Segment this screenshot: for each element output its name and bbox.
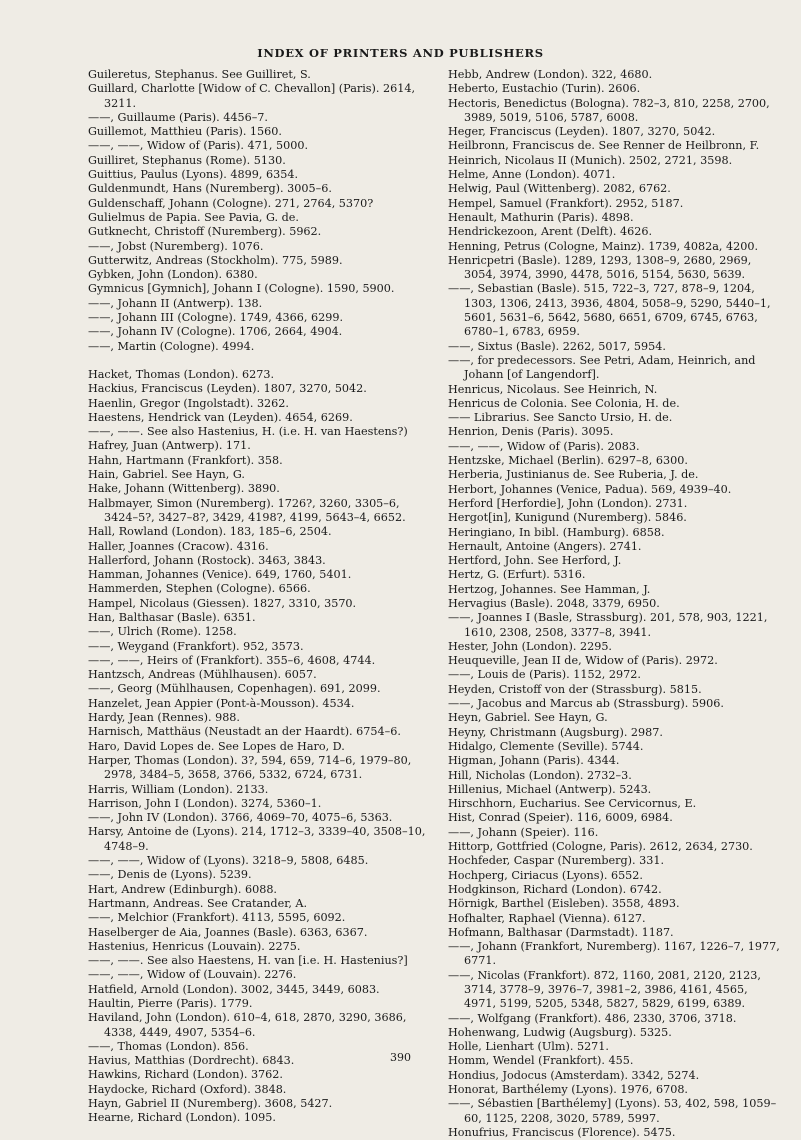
index-entry: ——, ——, Widow of (Lyons). 3218–9, 5808, 6485. xyxy=(88,854,369,868)
left-index-column xyxy=(88,68,434,1126)
index-entry: Harsy, Antoine de (Lyons). 214, 1712–3, 3339–40, 3508–10, 4748–9. xyxy=(88,825,426,853)
index-entry: Hillenius, Michael (Antwerp). 5243. xyxy=(448,782,652,796)
index-entry: Hist, Conrad (Speier). 116, 6009, 6984. xyxy=(448,811,673,825)
index-entry: Haultin, Pierre (Paris). 1779. xyxy=(88,997,253,1010)
index-entry: Guldenschaff, Johann (Cologne). 271, 2764, 5370? xyxy=(88,196,374,210)
index-entry: ——, Johann III (Cologne). 1749, 4366, 6299. xyxy=(88,311,343,325)
index-entry: Heger, Franciscus (Leyden). 1807, 3270, 5042. xyxy=(448,125,716,139)
index-entry: Haviland, John (London). 610–4, 618, 2870, 3290, 3686, 4338, 4449, 4907, 5354–6. xyxy=(88,1011,407,1039)
index-entry: Honufrius, Franciscus (Florence). 5475. xyxy=(448,1125,676,1139)
index-entry: Guldenmundt, Hans (Nuremberg). 3005–6. xyxy=(88,182,332,196)
index-entry: Hertzog, Johannes. See Hamman, J. xyxy=(448,582,651,596)
index-entry: Hidalgo, Clemente (Seville). 5744. xyxy=(448,739,644,753)
index-entry: Hantzsch, Andreas (Mühlhausen). 6057. xyxy=(88,668,317,682)
index-entry: Harris, William (London). 2133. xyxy=(88,782,269,796)
index-entry: Higman, Johann (Paris). 4344. xyxy=(448,754,620,768)
index-entry: Haenlin, Gregor (Ingolstadt). 3262. xyxy=(88,396,289,410)
index-entry: Gulielmus de Papia. See Pavia, G. de. xyxy=(88,210,299,224)
index-entry: ——, John IV (London). 3766, 4069–70, 4075–6, 5363. xyxy=(88,811,393,825)
index-entry: ——, Jobst (Nuremberg). 1076. xyxy=(88,239,264,253)
index-entry: ——, ——, Widow of (Louvain). 2276. xyxy=(88,968,297,982)
index-entry: Hochperg, Ciriacus (Lyons). 6552. xyxy=(448,868,643,882)
index-entry: ——, Johann (Speier). 116. xyxy=(448,825,599,839)
index-entry: ——, ——. See also Haestens, H. van [i.e. H. Hastenius?] xyxy=(88,954,408,968)
index-entry: Hittorp, Gottfried (Cologne, Paris). 2612, 2634, 2730. xyxy=(448,840,753,854)
index-entry: Hall, Rowland (London). 183, 185–6, 2504. xyxy=(88,525,332,539)
index-entry: ——, Guillaume (Paris). 4456–7. xyxy=(88,110,268,124)
index-entry: ——, Wolfgang (Frankfort). 486, 2330, 3706, 3718. xyxy=(448,1011,737,1025)
index-entry: ——, Louis de (Paris). 1152, 2972. xyxy=(448,668,641,682)
index-entry: Hayn, Gabriel II (Nuremberg). 3608, 5427. xyxy=(88,1097,333,1111)
index-entry: Hervagius (Basle). 2048, 3379, 6950. xyxy=(448,596,660,610)
index-entry: ——, Johann IV (Cologne). 1706, 2664, 4904. xyxy=(88,325,343,339)
index-entry: ——, ——, Heirs of (Frankfort). 355–6, 4608, 4744. xyxy=(88,653,376,667)
index-entry: Haselberger de Aia, Joannes (Basle). 6363, 6367. xyxy=(88,925,368,939)
index-entry: Honorat, Barthélemy (Lyons). 1976, 6708. xyxy=(448,1083,688,1097)
index-entry: Hawkins, Richard (London). 3762. xyxy=(88,1068,283,1082)
index-entry: Heyden, Cristoff von der (Strassburg). 5815. xyxy=(448,682,702,696)
index-entry: Gutknecht, Christoff (Nuremberg). 5962. xyxy=(88,225,322,239)
index-entry: Hafrey, Juan (Antwerp). 171. xyxy=(88,439,251,453)
index-entry: Hatfield, Arnold (London). 3002, 3445, 3449, 6083. xyxy=(88,982,380,996)
index-entry: ——, Thomas (London). 856. xyxy=(88,1039,249,1053)
index-entry: Hart, Andrew (Edinburgh). 6088. xyxy=(88,882,277,896)
index-entry: Hartmann, Andreas. See Cratander, A. xyxy=(88,896,308,910)
index-entry: Hake, Johann (Wittenberg). 3890. xyxy=(88,482,280,496)
index-entry: Hastenius, Henricus (Louvain). 2275. xyxy=(88,939,301,953)
index-entry: Hanzelet, Jean Appier (Pont-à-Mousson). 4534. xyxy=(88,696,355,710)
index-entry: Hertford, John. See Herford, J. xyxy=(448,554,622,568)
index-entry: Hill, Nicholas (London). 2732–3. xyxy=(448,768,632,782)
index-entry: Heyn, Gabriel. See Hayn, G. xyxy=(448,711,608,725)
index-entry: ——, Georg (Mühlhausen, Copenhagen). 691, 2099. xyxy=(88,682,381,696)
index-entry: ——, Ulrich (Rome). 1258. xyxy=(88,625,237,639)
index-entry: Hain, Gabriel. See Hayn, G. xyxy=(88,468,245,482)
index-entry: Hernault, Antoine (Angers). 2741. xyxy=(448,539,642,553)
index-entry: Henning, Petrus (Cologne, Mainz). 1739, 4082a, 4200. xyxy=(448,239,759,253)
index-entry: Hofmann, Balthasar (Darmstadt). 1187. xyxy=(448,925,674,939)
index-entry: —— Librarius. See Sancto Ursio, H. de. xyxy=(448,411,673,425)
index-entry: ——, ——, Widow of (Paris). 2083. xyxy=(448,439,640,453)
index-entry: Heberto, Eustachio (Turin). 2606. xyxy=(448,82,641,96)
index-entry: Hirschhorn, Eucharius. See Cervicornus, E. xyxy=(448,797,697,811)
index-entry: ——, Sebastian (Basle). 515, 722–3, 727, 878–9, 1204, 1303, 1306, 2413, 3936, 4804, 5058–9, 5290, 5440–1, 5601, 5631–6, 5642, 5680, 6651, 6709, 6745, 6763, 6780–1, 6783, 6959. xyxy=(448,282,771,339)
index-entry: Han, Balthasar (Basle). 6351. xyxy=(88,610,256,624)
index-entry: Hentzske, Michael (Berlin). 6297–8, 6300. xyxy=(448,454,688,468)
index-entry: ——, Denis de (Lyons). 5239. xyxy=(88,868,252,882)
index-entry: ——, Johann (Frankfort, Nuremberg). 1167, 1226–7, 1977, 6771. xyxy=(448,940,780,968)
index-entry: Herbort, Johannes (Venice, Padua). 569, 4939–40. xyxy=(448,482,732,496)
index-entry: ——, for predecessors. See Petri, Adam, Heinrich, and Johann [of Langendorf]. xyxy=(448,353,756,382)
page-title: INDEX OF PRINTERS AND PUBLISHERS xyxy=(257,46,544,60)
index-entry: Heilbronn, Franciscus de. See Renner de Heilbronn, F. xyxy=(448,139,760,153)
index-entry: Henault, Mathurin (Paris). 4898. xyxy=(448,210,634,224)
index-entry: Havius, Matthias (Dordrecht). 6843. xyxy=(88,1054,295,1068)
index-entry: Haydocke, Richard (Oxford). 3848. xyxy=(88,1082,287,1096)
index-entry: Helme, Anne (London). 4071. xyxy=(448,168,616,182)
index-entry: ——, Joannes I (Basle, Strassburg). 201, 578, 903, 1221, 1610, 2308, 2508, 3377–8, 3941. xyxy=(448,611,768,639)
index-entry: Henricus de Colonia. See Colonia, H. de. xyxy=(448,396,680,410)
index-entry: Harrison, John I (London). 3274, 5360–1. xyxy=(88,796,322,810)
index-entry: Hampel, Nicolaus (Giessen). 1827, 3310, 3570. xyxy=(88,596,357,610)
index-entry: Gutterwitz, Andreas (Stockholm). 775, 5989. xyxy=(88,253,343,267)
index-entry: Herford [Herfordie], John (London). 2731. xyxy=(448,496,688,510)
index-entry: Hörnigk, Barthel (Eisleben). 3558, 4893. xyxy=(448,897,680,911)
index-entry: Homm, Wendel (Frankfort). 455. xyxy=(448,1054,634,1068)
index-entry: Guileretus, Stephanus. See Guilliret, S. xyxy=(88,68,311,81)
index-entry: Harnisch, Matthäus (Neustadt an der Haardt). 6754–6. xyxy=(88,725,401,739)
index-entry: Heinrich, Nicolaus II (Munich). 2502, 2721, 3598. xyxy=(448,153,733,167)
index-entry: Hofhalter, Raphael (Vienna). 6127. xyxy=(448,911,646,925)
index-entry: Henrion, Denis (Paris). 3095. xyxy=(448,425,614,439)
index-entry: Hondius, Jodocus (Amsterdam). 3342, 5274. xyxy=(448,1068,700,1082)
index-entry: ——, Nicolas (Frankfort). 872, 1160, 2081, 2120, 2123, 3714, 3778–9, 3976–7, 3981–2, 3986, 4161, 4565, 4971, 5199, 5205, 5348, 5827, 5829, 6199, 6389. xyxy=(448,968,761,1011)
index-entry: Hectoris, Benedictus (Bologna). 782–3, 810, 2258, 2700, 3989, 5019, 5106, 5787, 6008. xyxy=(448,96,770,124)
index-entry: Guillemot, Matthieu (Paris). 1560. xyxy=(88,125,282,139)
index-entry: Henricpetri (Basle). 1289, 1293, 1308–9, 2680, 2969, 3054, 3974, 3990, 4478, 5016, 5154, 5630, 5639. xyxy=(448,253,752,282)
index-entry: Hackius, Franciscus (Leyden). 1807, 3270, 5042. xyxy=(88,382,367,396)
index-entry: ——, Johann II (Antwerp). 138. xyxy=(88,296,263,310)
index-entry: Gybken, John (London). 6380. xyxy=(88,268,258,282)
index-entry: ——, ——, Widow of (Paris). 471, 5000. xyxy=(88,139,309,153)
index-entry: Guillard, Charlotte [Widow of C. Chevallon] (Paris). 2614, 3211. xyxy=(88,82,416,110)
index-entry: Guittius, Paulus (Lyons). 4899, 6354. xyxy=(88,168,299,182)
index-entry: Heuqueville, Jean II de, Widow of (Paris). 2972. xyxy=(448,654,718,668)
index-entry: Helwig, Paul (Wittenberg). 2082, 6762. xyxy=(448,182,671,196)
index-entry: Heringiano, In bibl. (Hamburg). 6858. xyxy=(448,525,665,539)
index-entry: Hohenwang, Ludwig (Augsburg). 5325. xyxy=(448,1025,672,1039)
index-entry: Hacket, Thomas (London). 6273. xyxy=(88,367,275,381)
index-entry: Hergot[in], Kunigund (Nuremberg). 5846. xyxy=(448,511,687,525)
index-entry: Haller, Joannes (Cracow). 4316. xyxy=(88,539,269,553)
index-entry: Haro, David Lopes de. See Lopes de Haro, D. xyxy=(88,739,345,753)
index-entry: Haestens, Hendrick van (Leyden). 4654, 6269. xyxy=(88,410,353,424)
index-entry: Halbmayer, Simon (Nuremberg). 1726?, 3260, 3305–6, 3424–5?, 3427–8?, 3429, 4198?, 4199, 5643–4, 6652. xyxy=(88,496,406,524)
index-entry: Hester, John (London). 2295. xyxy=(448,639,612,653)
index-entry: ——, Weygand (Frankfort). 952, 3573. xyxy=(88,639,304,653)
index-entry: Heyny, Christmann (Augsburg). 2987. xyxy=(448,725,663,739)
index-entry: Hamman, Johannes (Venice). 649, 1760, 5401. xyxy=(88,568,352,582)
index-entry: Guilliret, Stephanus (Rome). 5130. xyxy=(88,153,286,167)
index-entry: Hallerford, Johann (Rostock). 3463, 3843. xyxy=(88,553,326,567)
index-entry: Hodgkinson, Richard (London). 6742. xyxy=(448,882,662,896)
index-entry: Harper, Thomas (London). 3?, 594, 659, 714–6, 1979–80, 2978, 3484–5, 3658, 3766, 5332, 6724, 6731. xyxy=(88,753,412,782)
index-entry: Hahn, Hartmann (Frankfort). 358. xyxy=(88,453,283,467)
right-index-column xyxy=(448,68,780,1140)
index-entry: ——, Martin (Cologne). 4994. xyxy=(88,339,255,353)
index-entry: Hardy, Jean (Rennes). 988. xyxy=(88,711,240,725)
index-entry: Hempel, Samuel (Frankfort). 2952, 5187. xyxy=(448,196,684,210)
index-entry: Hebb, Andrew (London). 322, 4680. xyxy=(448,68,653,81)
index-entry: ——, Sébastien [Barthélemy] (Lyons). 53, 402, 598, 1059–60, 1125, 2208, 3020, 5789, 5997. xyxy=(448,1097,777,1125)
index-entry: Herberia, Justinianus de. See Ruberia, J. de. xyxy=(448,468,699,482)
index-entry: Holle, Lienhart (Ulm). 5271. xyxy=(448,1040,609,1054)
page-number: 390 xyxy=(390,1051,411,1064)
index-entry: Henricus, Nicolaus. See Heinrich, N. xyxy=(448,382,658,396)
index-entry: Hammerden, Stephen (Cologne). 6566. xyxy=(88,582,311,596)
index-entry: ——, Sixtus (Basle). 2262, 5017, 5954. xyxy=(448,339,666,353)
index-entry: Hochfeder, Caspar (Nuremberg). 331. xyxy=(448,854,665,868)
index-entry: Hearne, Richard (London). 1095. xyxy=(88,1111,276,1125)
index-entry: ——, Melchior (Frankfort). 4113, 5595, 6092. xyxy=(88,911,346,925)
index-entry: ——, ——. See also Hastenius, H. (i.e. H. van Haestens?) xyxy=(88,425,408,439)
index-entry: Hertz, G. (Erfurt). 5316. xyxy=(448,568,586,582)
index-entry: ——, Jacobus and Marcus ab (Strassburg). 5906. xyxy=(448,697,724,711)
index-entry: Gymnicus [Gymnich], Johann I (Cologne). 1590, 5900. xyxy=(88,282,395,296)
index-entry: Hendrickezoon, Arent (Delft). 4626. xyxy=(448,225,652,239)
